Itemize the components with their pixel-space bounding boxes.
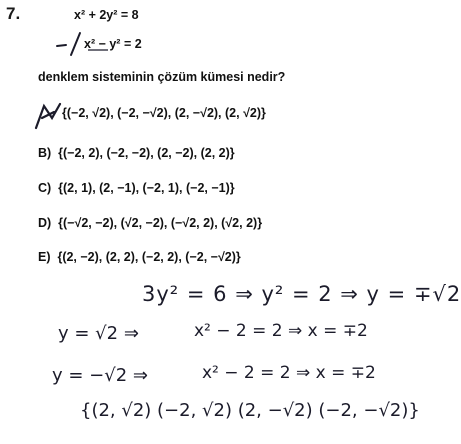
equation-2: x² − y² = 2 [84,37,142,51]
option-c-letter: C) [38,181,52,195]
question-prompt: denklem sisteminin çözüm kümesi nedir? [38,70,286,84]
subtract-mark [57,33,80,55]
handwritten-solution-set: {(2, √2) (−2, √2) (2, −√2) (−2, −√2)} [80,400,420,421]
handwritten-step-3a: y = −√2 ⇒ [52,365,148,386]
option-d-letter: D) [38,216,52,230]
answer-check-mark [36,104,60,128]
option-b-letter: B) [38,146,52,160]
equation-1: x² + 2y² = 8 [74,8,139,22]
option-e-text: {(2, −2), (2, 2), (−2, 2), (−2, −√2)} [57,250,241,264]
option-d-text: {(−√2, −2), (√2, −2), (−√2, 2), (√2, 2)} [58,216,263,230]
handwritten-step-3b: x² − 2 = 2 ⇒ x = ∓2 [202,363,376,383]
handwritten-step-1: 3y² = 6 ⇒ y² = 2 ⇒ y = ∓√2 [142,282,461,306]
option-c-text: {(2, 1), (2, −1), (−2, 1), (−2, −1)} [58,181,235,195]
question-number: 7. [6,4,21,23]
option-a-text: {(−2, √2), (−2, −√2), (2, −√2), (2, √2)} [62,106,266,120]
handwritten-step-2a: y = √2 ⇒ [58,323,139,344]
option-e-letter: E) [38,250,51,264]
handwritten-step-2b: x² − 2 = 2 ⇒ x = ∓2 [194,321,368,341]
option-b-text: {(−2, 2), (−2, −2), (2, −2), (2, 2)} [58,146,235,160]
